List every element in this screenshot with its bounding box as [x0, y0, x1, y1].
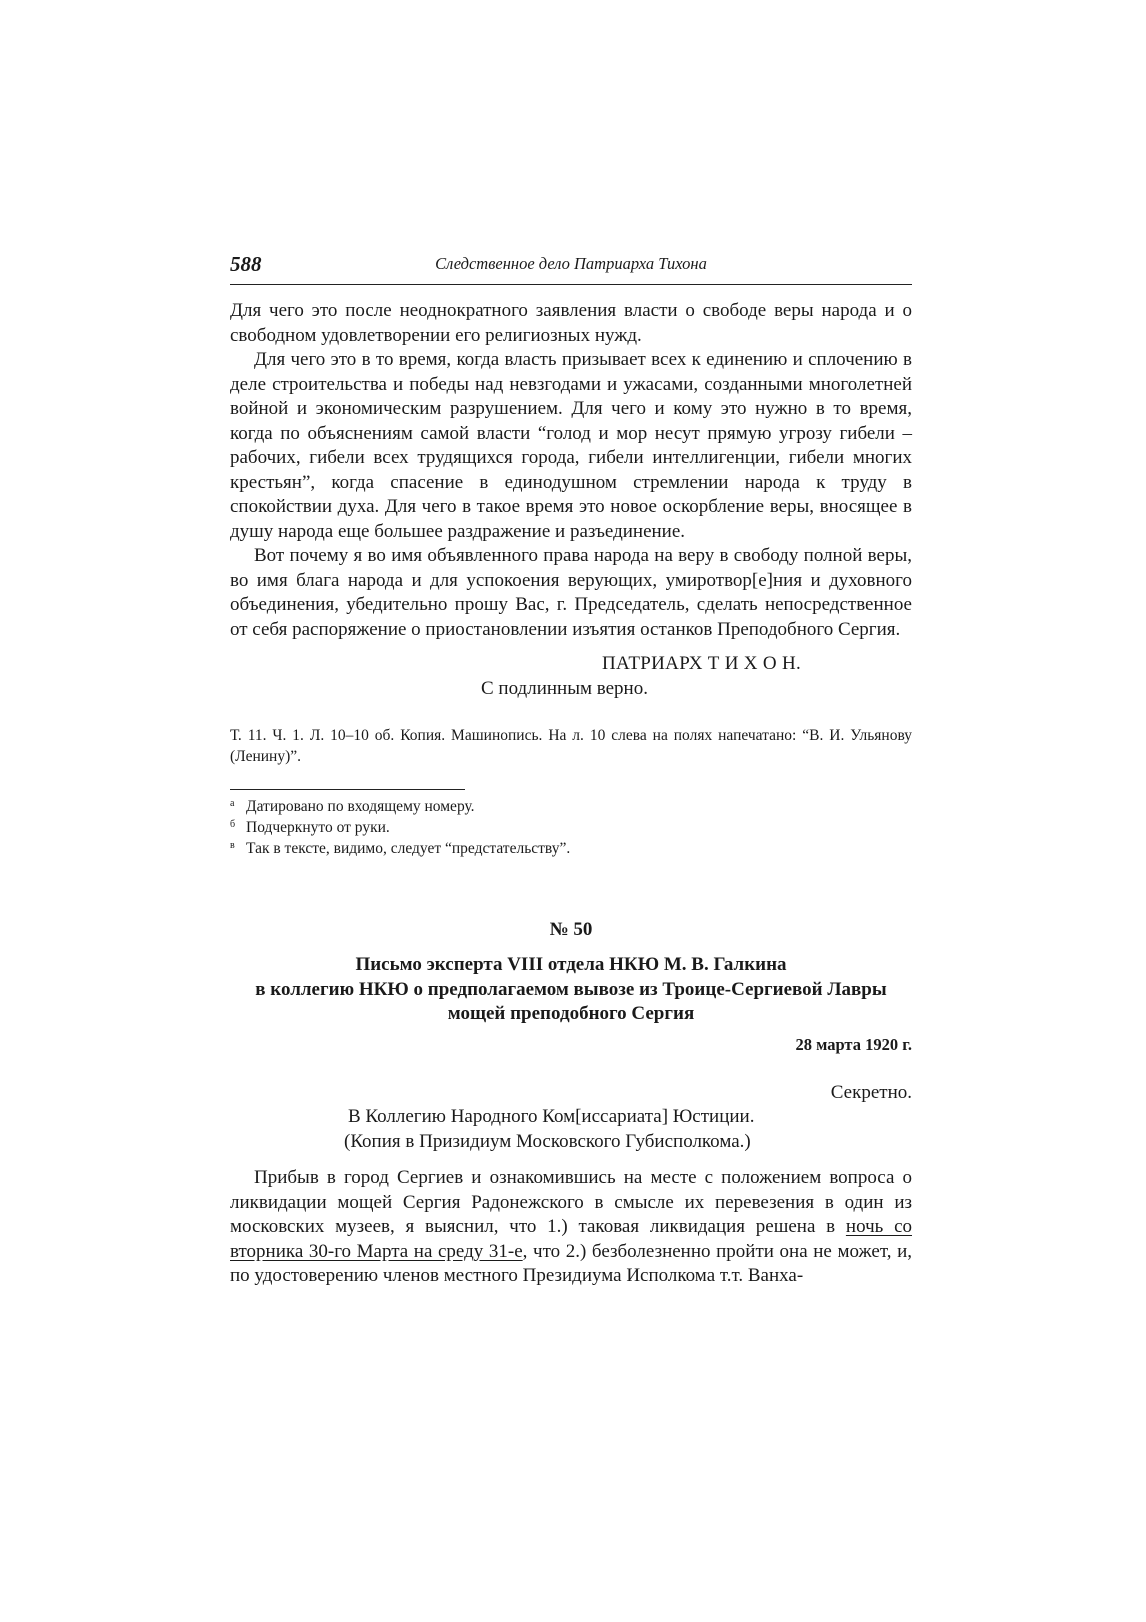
- running-head: [230, 250, 912, 285]
- document-title-line: в коллегию НКЮ о предполагаемом вывозе из Троице-Сергиевой Лавры: [255, 978, 887, 1000]
- letter-body: [230, 1166, 912, 1289]
- classification-mark: Секретно.: [830, 1081, 912, 1103]
- addressee-copy-line: (Копия в Призидиум Московского Губисполкома.): [344, 1130, 751, 1152]
- footnote: [230, 796, 912, 817]
- page-number: 588: [230, 252, 262, 276]
- footnote-text: Подчеркнуто от руки.: [246, 819, 390, 836]
- document-number: № 50: [549, 919, 593, 940]
- footnotes: [230, 796, 912, 859]
- footnote-mark: а: [230, 798, 235, 809]
- footnote: [230, 817, 912, 838]
- addressee-line: В Коллегию Народного Ком[иссариата] Юстиции.: [348, 1106, 755, 1127]
- document-title-line: мощей преподобного Сергия: [447, 1003, 695, 1024]
- letter-continuation: [230, 299, 912, 642]
- archive-note: Т. 11. Ч. 1. Л. 10–10 об. Копия. Машинопись. На л. 10 слева на полях напечатано: “В. И. Ульянову (Ленину)”.: [230, 727, 912, 765]
- paragraph: Для чего это после неоднократного заявления власти о свободе веры народа и о свободном удовлетворении его религиозных нужд.: [230, 300, 912, 346]
- document-title: [230, 953, 912, 1027]
- document-title-line: Письмо эксперта VIII отдела НКЮ М. В. Галкина: [355, 954, 787, 975]
- paragraph: [230, 1166, 912, 1289]
- footnote-divider: [230, 789, 465, 790]
- footnote-text: Датировано по входящему номеру.: [246, 798, 475, 815]
- signature-name: ПАТРИАРХ Т И Х О Н.: [602, 653, 802, 674]
- footnote: [230, 838, 912, 859]
- paragraph: Для чего это в то время, когда власть призывает всех к единению и сплочению в деле строительства и победы над невзгодами и ужасами, созданными многолетней войной и экономическим разрушением. Для чего и кому это нужно в то время, когда по объяснениям самой власти “голод и мор несут прямую угрозу гибели – рабочих, гибели всех трудящихся города, гибели интеллигенции, гибели многих крестьян”, когда спасение в единодушном стремлении народа к труду в спокойствии духа. Для чего в такое время это новое оскорбление веры, вносящее в душу народа еще большее раздражение и разъединение.: [230, 349, 912, 542]
- body-text-segment: Прибыв в город Сергиев и ознакомившись на месте с положением вопроса о ликвидации мощей Сергия Радонежского в смысле их перевезения в один из московских музеев, я выяснил, что 1.) таковая ликвидация решена в: [230, 1167, 912, 1237]
- footnote-mark: в: [230, 840, 235, 851]
- verification-note: С подлинным верно.: [481, 677, 648, 699]
- book-page: [230, 250, 912, 1289]
- body-text-segment: , что 2.) безболезненно пройти она не может, и, по удостоверению членов местного Президиума Исполкома т.т. Ванха-: [230, 1240, 912, 1286]
- document-date: 28 марта 1920 г.: [795, 1034, 912, 1054]
- paragraph: Вот почему я во имя объявленного права народа на веру в свободу полной веры, во имя блага народа и для успокоения верующих, умиротвор[е]ния и духовного объединения, убедительно прошу Вас, г. Председатель, сделать непосредственное от себя распоряжение о приостановлении изъятия останков Преподобного Сергия.: [230, 545, 912, 640]
- footnote-text: Так в тексте, видимо, следует “предстательству”.: [246, 840, 571, 857]
- underlined-date-phrase: ночь со вторника 30-го Марта на среду 31-е: [230, 1216, 912, 1262]
- running-title: Следственное дело Патриарха Тихона: [435, 254, 707, 273]
- footnote-mark: б: [230, 819, 236, 830]
